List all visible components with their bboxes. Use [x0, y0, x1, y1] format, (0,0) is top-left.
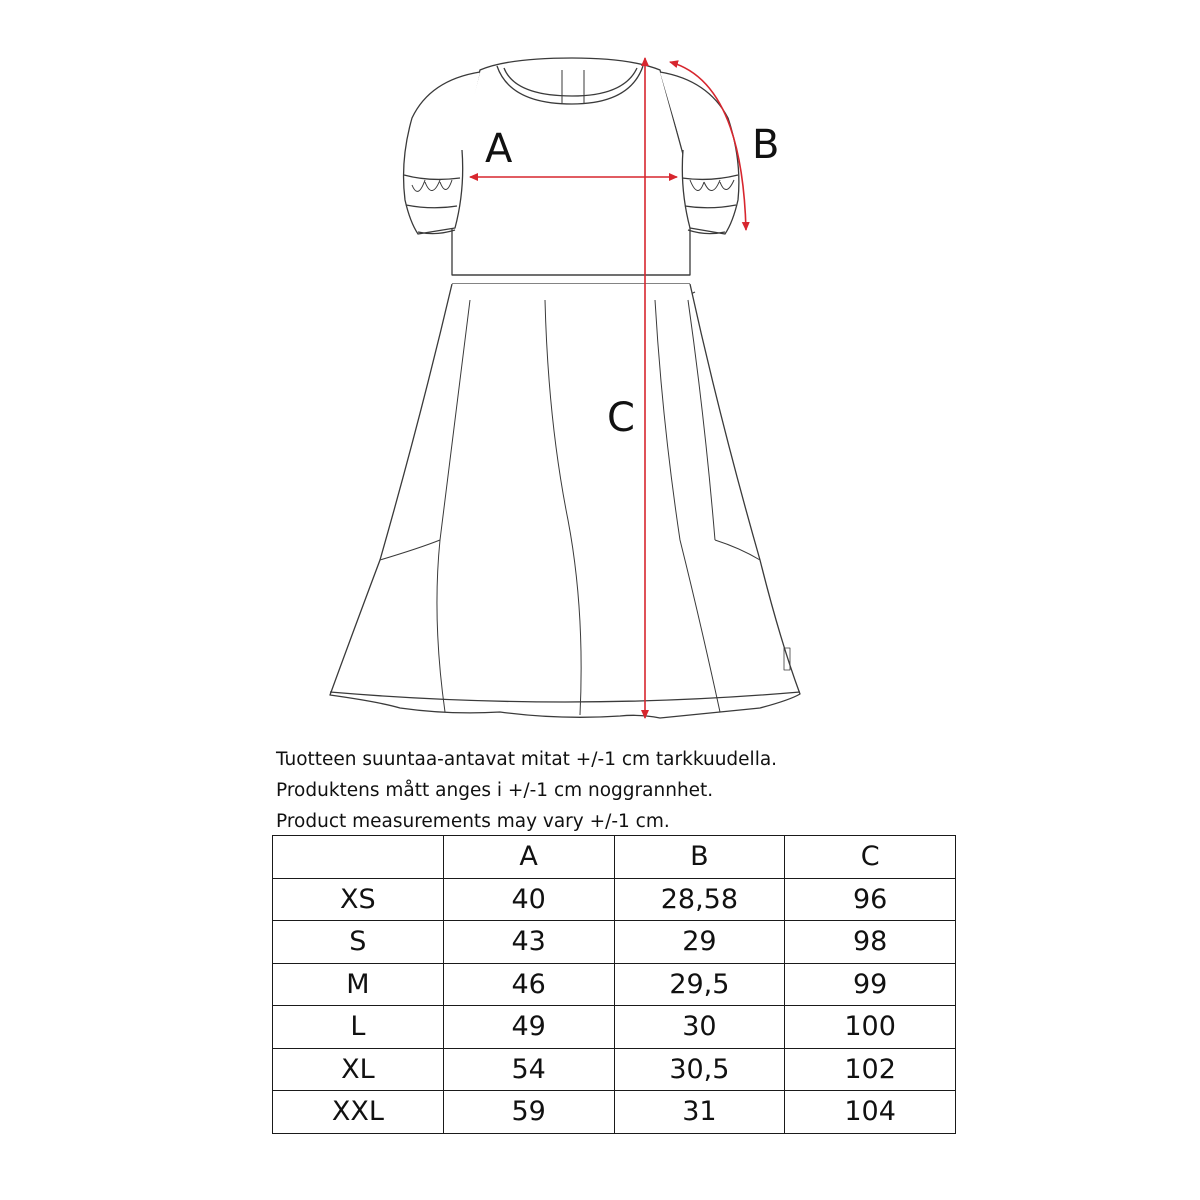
table-header-cell: C: [785, 836, 956, 879]
size-cell: S: [273, 921, 444, 964]
size-cell: XXL: [273, 1091, 444, 1134]
table-header-cell: A: [443, 836, 614, 879]
table-cell: 49: [443, 1006, 614, 1049]
dress-outline: [330, 58, 800, 718]
table-cell: 46: [443, 963, 614, 1006]
note-finnish: Tuotteen suuntaa-antavat mitat +/-1 cm tarkkuudella.: [276, 749, 778, 770]
size-cell: XL: [273, 1048, 444, 1091]
table-row: [273, 878, 956, 921]
table-cell: 43: [443, 921, 614, 964]
table-cell: 104: [785, 1091, 956, 1134]
table-row: [273, 963, 956, 1006]
label-c: C: [607, 395, 635, 441]
label-b: B: [752, 122, 780, 168]
table-cell: 59: [443, 1091, 614, 1134]
table-cell: 98: [785, 921, 956, 964]
note-english: Product measurements may vary +/-1 cm.: [276, 811, 670, 832]
table-cell: 54: [443, 1048, 614, 1091]
table-cell: 40: [443, 878, 614, 921]
note-swedish: Produktens mått anges i +/-1 cm noggrannhet.: [276, 780, 714, 801]
skirt: [330, 284, 800, 718]
table-cell: 28,58: [614, 878, 785, 921]
table-cell: 29,5: [614, 963, 785, 1006]
table-cell: 30,5: [614, 1048, 785, 1091]
table-row: [273, 1091, 956, 1134]
table-cell: 99: [785, 963, 956, 1006]
size-cell: M: [273, 963, 444, 1006]
table-cell: 31: [614, 1091, 785, 1134]
table-header-row: [273, 836, 956, 879]
table-header-cell: [273, 836, 444, 879]
table-cell: 96: [785, 878, 956, 921]
table-header-cell: B: [614, 836, 785, 879]
table-row: [273, 1006, 956, 1049]
measurement-notes: [276, 744, 976, 837]
table-cell: 100: [785, 1006, 956, 1049]
table-row: [273, 1048, 956, 1091]
table-cell: 29: [614, 921, 785, 964]
label-a: A: [485, 126, 513, 172]
size-table: [272, 835, 956, 1134]
size-cell: XS: [273, 878, 444, 921]
table-cell: 102: [785, 1048, 956, 1091]
table-cell: 30: [614, 1006, 785, 1049]
size-cell: L: [273, 1006, 444, 1049]
table-row: [273, 921, 956, 964]
